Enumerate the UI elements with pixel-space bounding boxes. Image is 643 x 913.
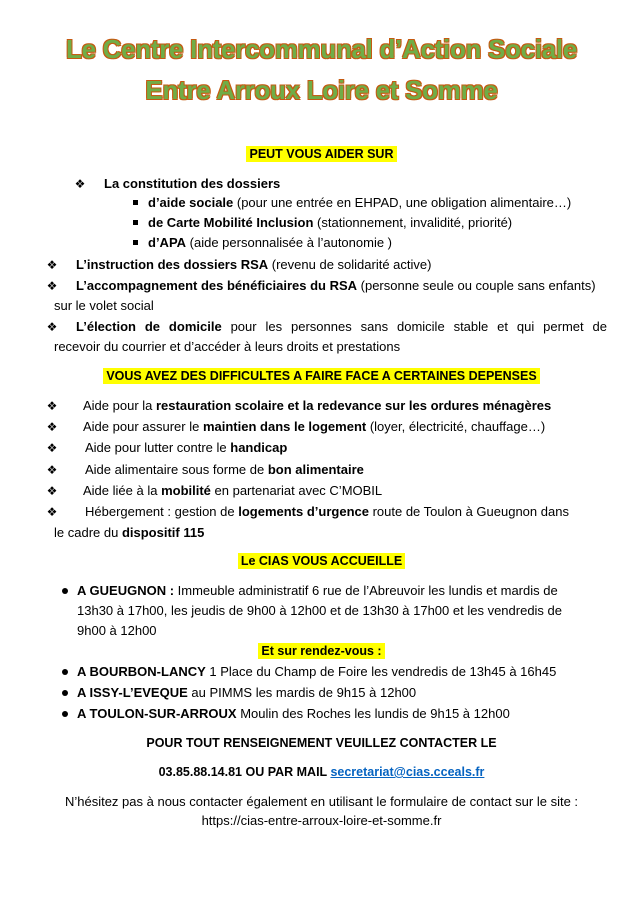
section1-heading-wrap <box>0 146 643 161</box>
section2-heading: VOUS AVEZ DES DIFFICULTES A FAIRE FACE A CERTAINES DEPENSES <box>103 368 539 384</box>
s1-item2: L’instruction des dossiers RSA (revenu de solidarité active) <box>76 257 432 272</box>
s1-item4-line2: recevoir du courrier et d’accéder à leurs droits et prestations <box>54 339 401 354</box>
diamond-bullet-icon: ❖ <box>46 320 58 334</box>
section3-heading-wrap <box>0 553 643 568</box>
diamond-bullet-icon: ❖ <box>74 177 86 191</box>
diamond-bullet-icon: ❖ <box>46 484 58 498</box>
diamond-bullet-icon: ❖ <box>46 279 58 293</box>
s1-item1: La constitution des dossiers <box>104 176 281 191</box>
diamond-bullet-icon: ❖ <box>46 420 58 434</box>
email-link[interactable]: secretariat@cias.cceals.fr <box>330 765 485 779</box>
s2-item6-line2: le cadre du dispositif 115 <box>54 525 205 540</box>
s1-sub1: d’aide sociale (pour une entrée en EHPAD, une obligation alimentaire…) <box>148 195 572 210</box>
dot-bullet-icon <box>62 669 68 675</box>
section2-heading-wrap <box>0 368 643 383</box>
rdv-heading-wrap <box>0 643 643 658</box>
rdv-heading: Et sur rendez-vous : <box>258 643 384 659</box>
s2-item4: Aide alimentaire sous forme de bon alimentaire <box>85 462 364 477</box>
s2-item5: Aide liée à la mobilité en partenariat avec C’MOBIL <box>83 483 383 498</box>
s1-sub3: d’APA (aide personnalisée à l’autonomie ) <box>148 235 393 250</box>
square-bullet-icon <box>133 220 138 225</box>
s2-item1: Aide pour la restauration scolaire et la redevance sur les ordures ménagères <box>83 398 552 413</box>
s3-bourbon: A BOURBON-LANCY 1 Place du Champ de Foire les vendredis de 13h45 à 16h45 <box>77 664 557 679</box>
diamond-bullet-icon: ❖ <box>46 258 58 272</box>
s1-item3-line2: sur le volet social <box>54 298 154 313</box>
dot-bullet-icon <box>62 588 68 594</box>
s3-gueugnon-line2: 13h30 à 17h00, les jeudis de 9h00 à 12h00 et de 13h30 à 17h00 et les vendredis de <box>77 603 563 618</box>
diamond-bullet-icon: ❖ <box>46 505 58 519</box>
s2-item3: Aide pour lutter contre le handicap <box>85 440 288 455</box>
section1-heading: PEUT VOUS AIDER SUR <box>246 146 396 162</box>
s3-gueugnon: A GUEUGNON : Immeuble administratif 6 rue de l’Abreuvoir les lundis et mardis de <box>77 583 558 598</box>
contact-line: POUR TOUT RENSEIGNEMENT VEUILLEZ CONTACTER LE <box>146 736 497 750</box>
contact-phone-mail: 03.85.88.14.81 OU PAR MAIL secretariat@cias.cceals.fr <box>158 765 485 779</box>
dot-bullet-icon <box>62 690 68 696</box>
diamond-bullet-icon: ❖ <box>46 399 58 413</box>
dot-bullet-icon <box>62 711 68 717</box>
s1-item3: L’accompagnement des bénéficiaires du RSA (personne seule ou couple sans enfants) <box>76 278 596 293</box>
s1-sub2: de Carte Mobilité Inclusion (stationnement, invalidité, priorité) <box>148 215 513 230</box>
contact-note: N’hésitez pas à nous contacter également en utilisant le formulaire de contact sur le site : <box>64 794 579 809</box>
s1-item4: L’élection de domicile pour les personnes sans domicile stable et qui permet de <box>76 319 607 334</box>
s2-item6: Hébergement : gestion de logements d’urgence route de Toulon à Gueugnon dans <box>85 504 569 519</box>
diamond-bullet-icon: ❖ <box>46 441 58 455</box>
s2-item2: Aide pour assurer le maintien dans le logement (loyer, électricité, chauffage…) <box>83 419 546 434</box>
s3-issy: A ISSY-L’EVEQUE au PIMMS les mardis de 9h15 à 12h00 <box>77 685 417 700</box>
title-line-1: Le Centre Intercommunal d’Action Sociale <box>66 34 577 64</box>
title-line-2: Entre Arroux Loire et Somme <box>145 75 498 105</box>
square-bullet-icon <box>133 200 138 205</box>
s3-toulon: A TOULON-SUR-ARROUX Moulin des Roches les lundis de 9h15 à 12h00 <box>77 706 510 721</box>
s3-gueugnon-line3: 9h00 à 12h00 <box>77 623 157 638</box>
section3-heading: Le CIAS VOUS ACCUEILLE <box>238 553 405 569</box>
website-url[interactable]: https://cias-entre-arroux-loire-et-somme.fr <box>201 813 442 828</box>
diamond-bullet-icon: ❖ <box>46 463 58 477</box>
square-bullet-icon <box>133 240 138 245</box>
